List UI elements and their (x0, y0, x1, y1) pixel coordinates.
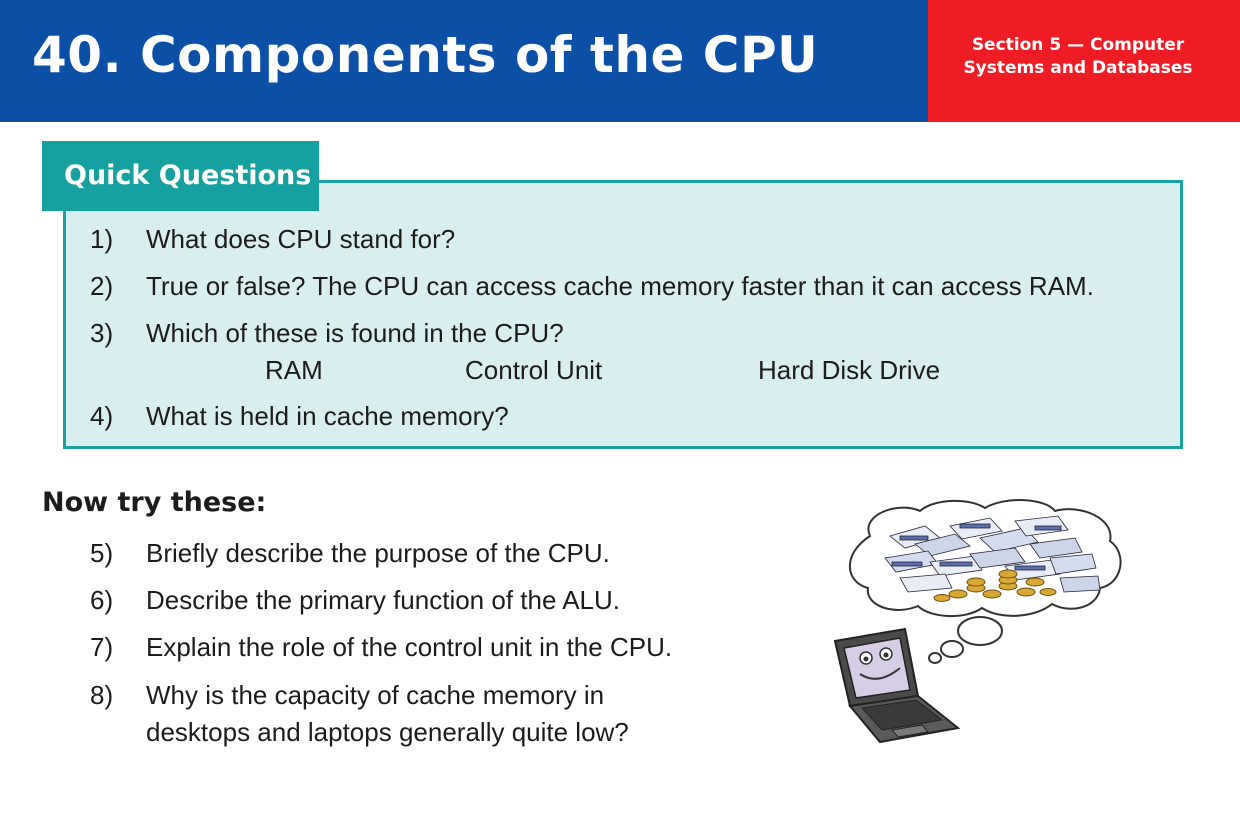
question-text: Which of these is found in the CPU? (146, 318, 564, 348)
question-number: 2) (90, 271, 114, 301)
question-text: What is held in cache memory? (146, 401, 509, 431)
laptop-dreaming-of-money-icon (830, 496, 1130, 746)
laptop-icon (835, 629, 958, 742)
option-ram: RAM (265, 355, 323, 385)
header-bar (0, 0, 928, 122)
question-number: 8) (90, 680, 114, 710)
question-text: desktops and laptops generally quite low? (146, 717, 629, 747)
question-number: 3) (90, 318, 114, 348)
section-label-line-2: Systems and Databases (963, 58, 1193, 78)
question-number: 5) (90, 538, 114, 568)
question-number: 6) (90, 585, 114, 615)
question-number: 7) (90, 632, 114, 662)
page-title: 40. Components of the CPU (32, 26, 819, 84)
question-text: Explain the role of the control unit in the CPU. (146, 632, 673, 662)
section-badge (928, 0, 1240, 122)
question-number: 1) (90, 224, 114, 254)
thought-bubbles (929, 617, 1002, 663)
question-number: 4) (90, 401, 114, 431)
question-text: Describe the primary function of the ALU. (146, 585, 621, 615)
now-try-heading: Now try these: (42, 487, 267, 518)
section-label (928, 34, 1228, 80)
option-control-unit: Control Unit (465, 355, 603, 385)
question-text: Why is the capacity of cache memory in (146, 680, 605, 710)
option-hard-disk-drive: Hard Disk Drive (758, 355, 941, 385)
quick-questions-tab (42, 141, 319, 211)
question-text: Briefly describe the purpose of the CPU. (146, 538, 610, 568)
question-text: True or false? The CPU can access cache memory faster than it can access RAM. (146, 271, 1094, 301)
question-text: What does CPU stand for? (146, 224, 456, 254)
section-label-line-1: Section 5 — Computer (971, 35, 1185, 55)
quick-questions-heading: Quick Questions (64, 160, 312, 191)
question-8-continued (146, 717, 629, 748)
